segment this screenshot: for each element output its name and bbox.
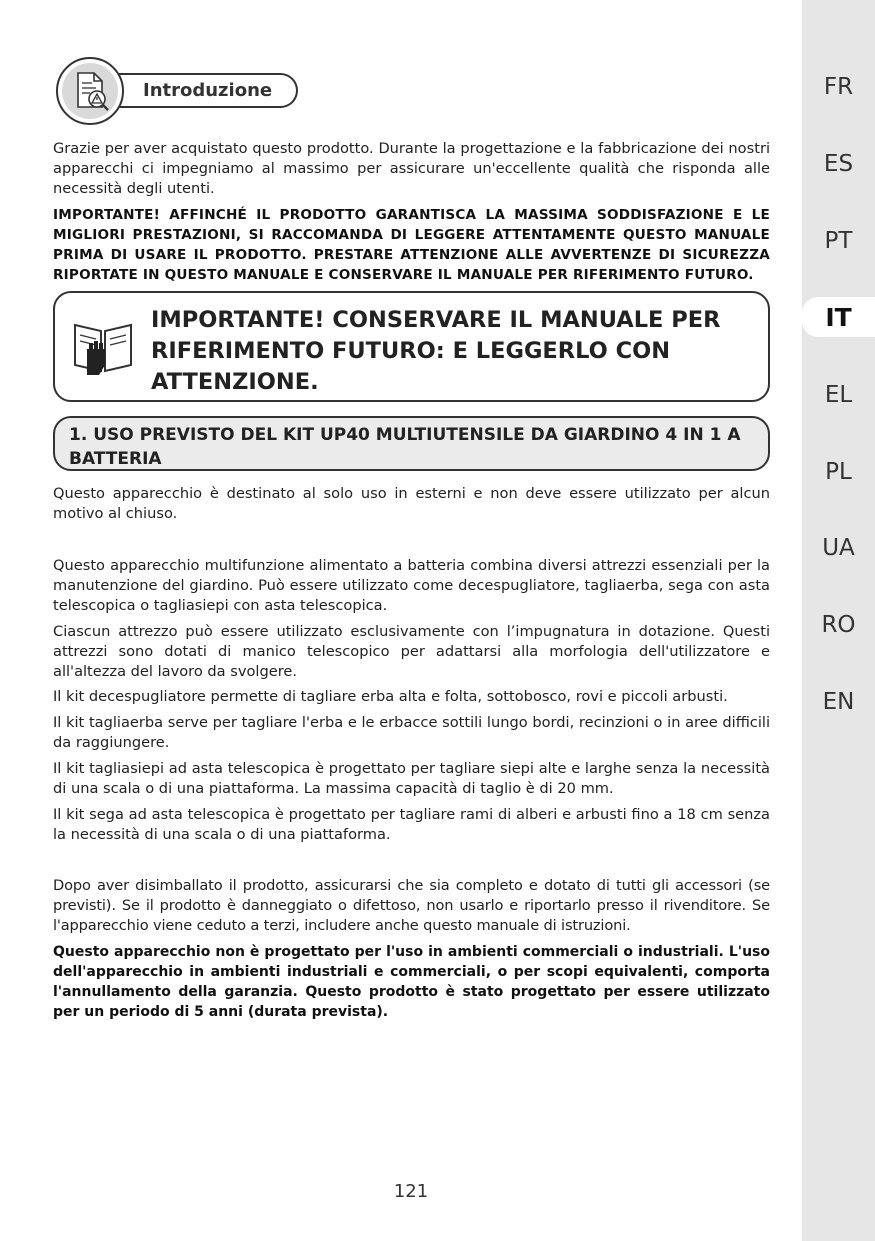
page-number: 121 [393, 1181, 429, 1202]
section-paragraph-unpacking: Dopo aver disimballato il prodotto, assicurarsi che sia completo e dotato di tutti gli accessori (se previsti). Se il prodotto è danneggiato o difettoso, non usarlo e riportarlo presso il rivenditore. Se l'apparecchio viene ceduto a terzi, includere anche questo manuale di istruzioni. [53, 877, 770, 934]
lang-tab-el[interactable]: EL [824, 382, 853, 408]
intro-important-paragraph: IMPORTANTE! AFFINCHÉ IL PRODOTTO GARANTISCA LA MASSIMA SODDISFAZIONE E LE MIGLIORI PRESTAZIONI, SI RACCOMANDA DI LEGGERE ATTENTAMENTE QUESTO MANUALE PRIMA DI USARE IL PRODOTTO. PRESTARE ATTENZIONE ALLE AVVERTENZE DI SICUREZZA RIPORTATE IN QUESTO MANUALE E CONSERVARE IL MANUALE PER RIFERIMENTO FUTURO. [53, 207, 770, 283]
section-heading: 1. USO PREVISTO DEL KIT UP40 MULTIUTENSILE DA GIARDINO 4 IN 1 A BATTERIA [53, 416, 770, 471]
section-paragraph-multifunction: Questo apparecchio multifunzione alimentato a batteria combina diversi attrezzi essenziali per la manutenzione del giardino. Può essere utilizzato come decespugliatore, tagliaerba, sega con asta telescopica o tagliasiepi con asta telescopica. [53, 557, 770, 614]
intro-title: Introduzione [118, 73, 298, 108]
intro-paragraph: Grazie per aver acquistato questo prodotto. Durante la progettazione e la fabbricazione dei nostri apparecchi ci impegniamo al massimo per assicurare un'eccellente qualità che risponda alle necessità degli utenti. [53, 140, 770, 197]
section-paragraph-trimmer: Il kit tagliaerba serve per tagliare l'erba e le erbacce sottili lungo bordi, recinzioni o in aree difficili da raggiungere. [53, 714, 770, 751]
section-paragraph-outdoor: Questo apparecchio è destinato al solo uso in esterni e non deve essere utilizzato per alcun motivo al chiuso. [53, 485, 770, 522]
lang-tab-ro[interactable]: RO [821, 612, 856, 638]
important-notice-text: IMPORTANTE! CONSERVARE IL MANUALE PER RIFERIMENTO FUTURO: E LEGGERLO CON ATTENZIONE. [151, 307, 721, 395]
document-warning-icon [56, 57, 124, 125]
section-paragraph-warranty: Questo apparecchio non è progettato per l'uso in ambienti commerciali o industriali. L'uso dell'apparecchio in ambienti industriali e commerciali, o per scopi equivalenti, comporta l'annullamento della garanzia. Questo prodotto è stato progettato per essere utilizzato per un periodo di 5 anni (durata prevista). [53, 944, 770, 1020]
important-notice-box [53, 291, 770, 402]
manual-reading-icon [71, 315, 135, 379]
lang-tab-fr[interactable]: FR [823, 74, 854, 100]
section-paragraph-polesaw: Il kit sega ad asta telescopica è progettato per tagliare rami di alberi e arbusti fino a 18 cm senza la necessità di una scala o di una piattaforma. [53, 806, 770, 843]
lang-tab-en[interactable]: EN [822, 689, 855, 715]
section-paragraph-brushcutter: Il kit decespugliatore permette di tagliare erba alta e folta, sottobosco, rovi e piccoli arbusti. [53, 688, 728, 705]
lang-tab-pl[interactable]: PL [825, 459, 852, 485]
section-paragraph-handle: Ciascun attrezzo può essere utilizzato esclusivamente con l’impugnatura in dotazione. Questi attrezzi sono dotati di manico telescopico per adattarsi alla morfologia dell'utilizzatore e all'altezza del lavoro da svolgere. [53, 623, 770, 680]
section-paragraph-hedgetrimmer: Il kit tagliasiepi ad asta telescopica è progettato per tagliare siepi alte e larghe senza la necessità di una scala o di una piattaforma. La massima capacità di taglio è di 20 mm. [53, 760, 770, 797]
lang-tab-ua[interactable]: UA [822, 535, 855, 561]
lang-tab-es[interactable]: ES [823, 151, 854, 177]
lang-tab-it[interactable]: IT [802, 297, 875, 337]
lang-tab-pt[interactable]: PT [824, 228, 853, 254]
language-sidebar [802, 0, 875, 1241]
